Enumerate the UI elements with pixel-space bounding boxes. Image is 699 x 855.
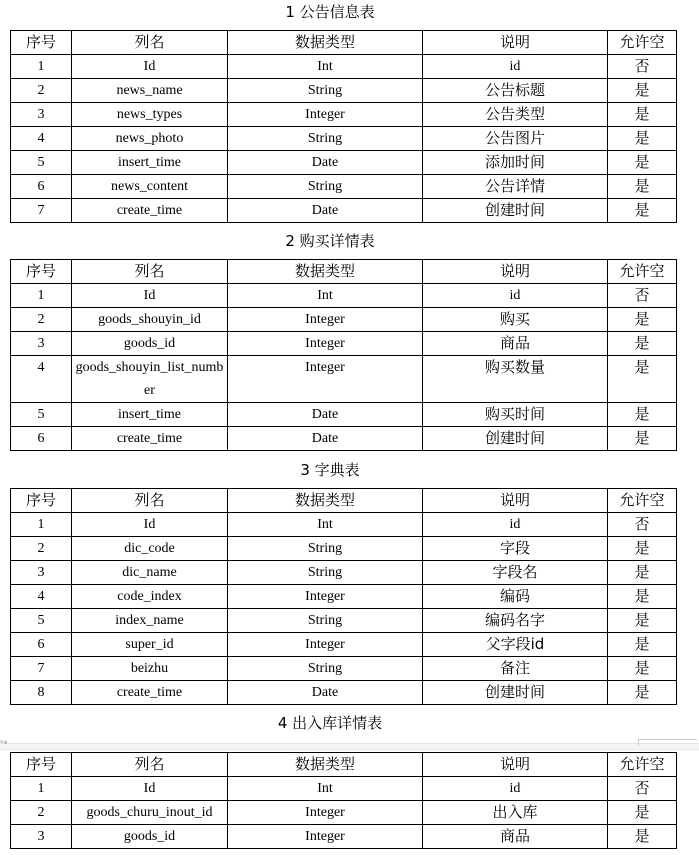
cell-description: 购买 — [423, 308, 608, 332]
table-row — [11, 55, 677, 79]
cell-index: 4 — [11, 127, 72, 151]
cell-nullable: 是 — [608, 308, 677, 332]
table-row — [11, 801, 677, 825]
table-row — [11, 513, 677, 537]
table-row — [11, 609, 677, 633]
cell-nullable: 是 — [608, 657, 677, 681]
header-index: 序号 — [11, 260, 72, 284]
cell-column-name: super_id — [72, 633, 228, 657]
table-row — [11, 403, 677, 427]
cell-column-name: dic_code — [72, 537, 228, 561]
margin-corner-mark — [638, 739, 697, 746]
cell-description: 创建时间 — [423, 199, 608, 223]
cell-data-type: Date — [228, 427, 423, 451]
cell-nullable: 是 — [608, 403, 677, 427]
cell-nullable: 是 — [608, 537, 677, 561]
cell-data-type: String — [228, 537, 423, 561]
cell-data-type: Integer — [228, 633, 423, 657]
cell-index: 2 — [11, 537, 72, 561]
caption-inout-table: 4 出入库详情表 — [277, 714, 383, 732]
cell-nullable: 是 — [608, 585, 677, 609]
cell-description: id — [423, 513, 608, 537]
cell-nullable: 是 — [608, 103, 677, 127]
cell-nullable: 是 — [608, 356, 677, 403]
cell-index: 5 — [11, 609, 72, 633]
cell-description: 父字段id — [423, 633, 608, 657]
cell-description: 字段名 — [423, 561, 608, 585]
table-row — [11, 308, 677, 332]
cell-data-type: Integer — [228, 332, 423, 356]
cell-column-name: Id — [72, 284, 228, 308]
caption-purchase-table: 2 购买详情表 — [285, 232, 375, 250]
cell-index: 6 — [11, 427, 72, 451]
cell-index: 3 — [11, 103, 72, 127]
header-description: 说明 — [423, 753, 608, 777]
cell-column-name: create_time — [72, 427, 228, 451]
cell-index: 3 — [11, 561, 72, 585]
cell-description: 公告详情 — [423, 175, 608, 199]
caption-news-table: 1 公告信息表 — [285, 3, 375, 21]
cell-column-name: create_time — [72, 199, 228, 223]
cell-nullable: 是 — [608, 427, 677, 451]
table-row — [11, 427, 677, 451]
table-row — [11, 127, 677, 151]
cell-column-name: news_name — [72, 79, 228, 103]
table-row — [11, 151, 677, 175]
header-data-type: 数据类型 — [228, 489, 423, 513]
cell-index: 1 — [11, 777, 72, 801]
header-index: 序号 — [11, 753, 72, 777]
cell-column-name: goods_id — [72, 332, 228, 356]
cell-nullable: 是 — [608, 633, 677, 657]
header-column-name: 列名 — [72, 31, 228, 55]
cell-nullable: 否 — [608, 777, 677, 801]
cell-column-name: code_index — [72, 585, 228, 609]
table-row — [11, 103, 677, 127]
header-description: 说明 — [423, 260, 608, 284]
table-row — [11, 561, 677, 585]
table-inout-details — [10, 752, 677, 849]
cell-nullable: 是 — [608, 825, 677, 849]
cell-description: id — [423, 284, 608, 308]
cell-index: 6 — [11, 175, 72, 199]
cell-data-type: String — [228, 127, 423, 151]
cell-data-type: Date — [228, 199, 423, 223]
header-data-type: 数据类型 — [228, 260, 423, 284]
table-row — [11, 79, 677, 103]
cell-column-name: insert_time — [72, 403, 228, 427]
cell-data-type: String — [228, 175, 423, 199]
cell-index: 2 — [11, 308, 72, 332]
cell-data-type: Date — [228, 151, 423, 175]
cell-description: 备注 — [423, 657, 608, 681]
header-data-type: 数据类型 — [228, 31, 423, 55]
table-news — [10, 30, 677, 223]
cell-data-type: Integer — [228, 801, 423, 825]
header-column-name: 列名 — [72, 489, 228, 513]
cell-description: 字段 — [423, 537, 608, 561]
cell-index: 7 — [11, 657, 72, 681]
table-dictionary — [10, 488, 677, 705]
header-row — [11, 31, 677, 55]
cell-index: 4 — [11, 585, 72, 609]
cell-column-name: index_name — [72, 609, 228, 633]
cell-description: 公告图片 — [423, 127, 608, 151]
cell-column-name: news_types — [72, 103, 228, 127]
cell-description: 编码名字 — [423, 609, 608, 633]
table-row — [11, 199, 677, 223]
cell-index: 5 — [11, 151, 72, 175]
cell-index: 1 — [11, 513, 72, 537]
cell-data-type: Integer — [228, 308, 423, 332]
cell-column-name: goods_churu_inout_id — [72, 801, 228, 825]
cell-data-type: Int — [228, 777, 423, 801]
cell-index: 7 — [11, 199, 72, 223]
cell-data-type: Int — [228, 284, 423, 308]
cell-index: 8 — [11, 681, 72, 705]
cell-column-name: create_time — [72, 681, 228, 705]
cell-column-name: insert_time — [72, 151, 228, 175]
cell-data-type: Date — [228, 403, 423, 427]
cell-column-name: goods_shouyin_id — [72, 308, 228, 332]
cell-nullable: 是 — [608, 127, 677, 151]
cell-description: 添加时间 — [423, 151, 608, 175]
cell-data-type: Int — [228, 55, 423, 79]
table-row — [11, 681, 677, 705]
table-row — [11, 356, 677, 403]
cell-index: 2 — [11, 801, 72, 825]
cell-data-type: Integer — [228, 356, 423, 403]
cell-nullable: 是 — [608, 801, 677, 825]
header-index: 序号 — [11, 31, 72, 55]
header-column-name: 列名 — [72, 260, 228, 284]
header-nullable: 允许空 — [608, 753, 677, 777]
cell-description: 公告标题 — [423, 79, 608, 103]
cell-nullable: 否 — [608, 513, 677, 537]
cell-description: 创建时间 — [423, 681, 608, 705]
header-description: 说明 — [423, 489, 608, 513]
page-break — [0, 738, 699, 749]
page-gap — [0, 743, 699, 750]
table-row — [11, 175, 677, 199]
cell-index: 6 — [11, 633, 72, 657]
table-purchase-details — [10, 259, 677, 451]
cell-description: 创建时间 — [423, 427, 608, 451]
cell-description: 购买数量 — [423, 356, 608, 403]
cell-data-type: String — [228, 561, 423, 585]
cell-column-name: Id — [72, 513, 228, 537]
paragraph-mark-icon: ↪ — [0, 738, 8, 748]
cell-column-name: goods_id — [72, 825, 228, 849]
cell-description: 商品 — [423, 332, 608, 356]
cell-nullable: 否 — [608, 55, 677, 79]
cell-index: 2 — [11, 79, 72, 103]
table-row — [11, 537, 677, 561]
header-row — [11, 489, 677, 513]
cell-nullable: 是 — [608, 332, 677, 356]
cell-nullable: 是 — [608, 151, 677, 175]
cell-column-name: dic_name — [72, 561, 228, 585]
table-row — [11, 825, 677, 849]
cell-data-type: String — [228, 609, 423, 633]
cell-index: 5 — [11, 403, 72, 427]
cell-index: 1 — [11, 55, 72, 79]
cell-data-type: Integer — [228, 825, 423, 849]
header-nullable: 允许空 — [608, 489, 677, 513]
header-row — [11, 260, 677, 284]
header-description: 说明 — [423, 31, 608, 55]
header-nullable: 允许空 — [608, 31, 677, 55]
cell-column-name: Id — [72, 777, 228, 801]
cell-description: 商品 — [423, 825, 608, 849]
cell-nullable: 是 — [608, 681, 677, 705]
cell-data-type: Integer — [228, 585, 423, 609]
header-nullable: 允许空 — [608, 260, 677, 284]
cell-description: id — [423, 55, 608, 79]
caption-dictionary-table: 3 字典表 — [300, 461, 360, 479]
cell-column-name: news_content — [72, 175, 228, 199]
cell-column-name: Id — [72, 55, 228, 79]
cell-data-type: String — [228, 657, 423, 681]
cell-index: 4 — [11, 356, 72, 403]
table-row — [11, 332, 677, 356]
cell-index: 1 — [11, 284, 72, 308]
table-row — [11, 657, 677, 681]
table-row — [11, 633, 677, 657]
table-row — [11, 585, 677, 609]
cell-description: 编码 — [423, 585, 608, 609]
cell-index: 3 — [11, 825, 72, 849]
cell-description: 购买时间 — [423, 403, 608, 427]
table-row — [11, 284, 677, 308]
cell-column-name: beizhu — [72, 657, 228, 681]
cell-nullable: 否 — [608, 284, 677, 308]
cell-description: 出入库 — [423, 801, 608, 825]
cell-nullable: 是 — [608, 199, 677, 223]
cell-description: 公告类型 — [423, 103, 608, 127]
cell-data-type: Int — [228, 513, 423, 537]
cell-data-type: Integer — [228, 103, 423, 127]
header-row — [11, 753, 677, 777]
header-data-type: 数据类型 — [228, 753, 423, 777]
header-index: 序号 — [11, 489, 72, 513]
cell-data-type: Date — [228, 681, 423, 705]
cell-column-name: goods_shouyin_list_number — [72, 356, 228, 403]
cell-nullable: 是 — [608, 561, 677, 585]
header-column-name: 列名 — [72, 753, 228, 777]
cell-nullable: 是 — [608, 609, 677, 633]
cell-nullable: 是 — [608, 175, 677, 199]
cell-index: 3 — [11, 332, 72, 356]
cell-nullable: 是 — [608, 79, 677, 103]
cell-data-type: String — [228, 79, 423, 103]
table-row — [11, 777, 677, 801]
cell-description: id — [423, 777, 608, 801]
cell-column-name: news_photo — [72, 127, 228, 151]
